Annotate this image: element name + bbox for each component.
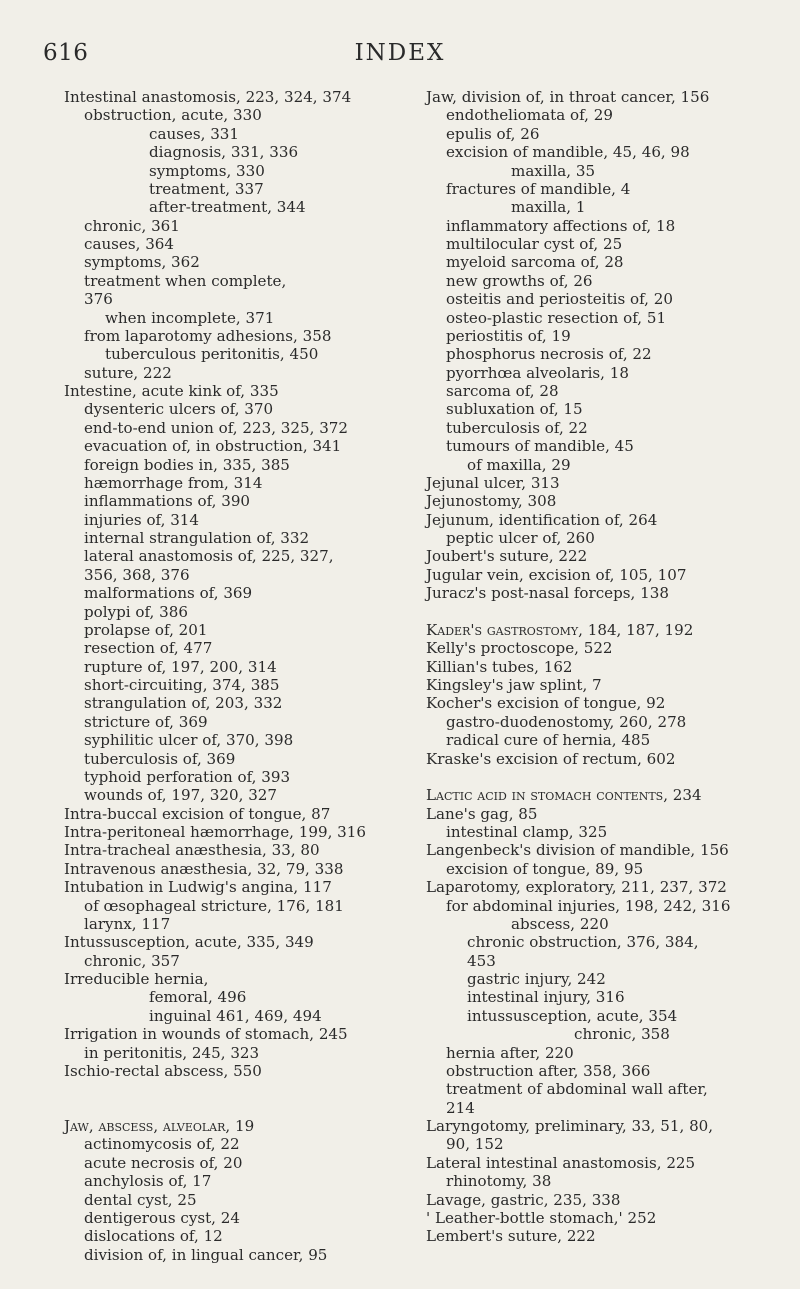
index-subentry: intestinal injury, 316 — [467, 988, 625, 1007]
index-entry: Intestinal anastomosis, 223, 324, 374 — [64, 88, 352, 106]
index-subentry: hernia after, 220 — [446, 1043, 574, 1062]
index-entry: Jaw, division of, in throat cancer, 156 — [426, 88, 710, 106]
page-number: 616 — [43, 40, 89, 66]
index-subentry: peptic ulcer of, 260 — [446, 529, 595, 547]
section-gap — [426, 768, 766, 786]
index-entry: Kelly's proctoscope, 522 — [426, 639, 613, 658]
index-subentry: osteo-plastic resection of, 51 — [446, 308, 667, 327]
index-subentry: end-to-end union of, 223, 325, 372 — [84, 418, 349, 437]
index-entry: Jejunal ulcer, 313 — [426, 473, 560, 492]
index-entry: Intussusception, acute, 335, 349 — [64, 933, 314, 952]
index-subentry: epulis of, 26 — [446, 124, 540, 143]
index-subentry: myeloid sarcoma of, 28 — [446, 253, 624, 272]
index-subentry: after-treatment, 344 — [149, 198, 306, 217]
index-subentry: evacuation of, in obstruction, 341 — [84, 437, 342, 456]
section-gap — [64, 1080, 404, 1098]
index-subentry: malformations of, 369 — [84, 584, 253, 603]
index-subentry: acute necrosis of, 20 — [84, 1153, 243, 1172]
index-entry: Lactic acid in stomach contents, 234 — [426, 786, 702, 805]
index-entry: Kraske's excision of rectum, 602 — [426, 749, 676, 768]
index-subentry: excision of mandible, 45, 46, 98 — [446, 143, 690, 162]
index-entry: Juracz's post-nasal forceps, 138 — [426, 584, 669, 603]
index-entry: Intestine, acute kink of, 335 — [64, 382, 279, 400]
index-subentry: inflammations of, 390 — [84, 492, 251, 511]
index-subentry: prolapse of, 201 — [84, 620, 208, 639]
index-subentry: symptoms, 330 — [149, 161, 265, 180]
index-subentry: phosphorus necrosis of, 22 — [446, 345, 652, 364]
index-subentry: intestinal clamp, 325 — [446, 823, 608, 841]
index-entry: Lembert's suture, 222 — [426, 1227, 596, 1246]
index-subentry: maxilla, 1 — [511, 198, 586, 217]
index-entry: Killian's tubes, 162 — [426, 657, 573, 676]
index-entry: Laparotomy, exploratory, 211, 237, 372 — [426, 878, 727, 897]
index-subentry: abscess, 220 — [511, 914, 609, 933]
index-subentry: rhinotomy, 38 — [446, 1172, 552, 1191]
index-subentry: obstruction, acute, 330 — [84, 106, 262, 125]
index-entry: Jaw, abscess, alveolar, 19 — [64, 1117, 255, 1135]
index-subentry: polypi of, 386 — [84, 602, 188, 621]
index-subentry: resection of, 477 — [84, 639, 213, 658]
index-entry: ' Leather-bottle stomach,' 252 — [426, 1208, 657, 1227]
index-subentry: multilocular cyst of, 25 — [446, 235, 623, 253]
index-entry: Kader's gastrostomy, 184, 187, 192 — [426, 620, 694, 639]
index-subentry: diagnosis, 331, 336 — [149, 143, 299, 162]
index-subentry: maxilla, 35 — [511, 161, 596, 180]
index-subentry: new growths of, 26 — [446, 271, 593, 290]
index-entry: Lavage, gastric, 235, 338 — [426, 1190, 621, 1209]
index-entry: Lane's gag, 85 — [426, 804, 538, 823]
index-entry: Laryngotomy, preliminary, 33, 51, 80, — [426, 1117, 714, 1135]
right-index-column — [426, 88, 766, 1246]
index-entry: Langenbeck's division of mandible, 156 — [426, 841, 729, 860]
index-subentry: chronic, 357 — [84, 951, 180, 970]
index-subentry: sarcoma of, 28 — [446, 382, 559, 400]
index-subentry: hæmorrhage from, 314 — [84, 473, 263, 492]
index-subentry: 453 — [467, 951, 496, 970]
index-subentry: stricture of, 369 — [84, 712, 208, 731]
index-subentry: inflammatory affections of, 18 — [446, 216, 676, 235]
index-subentry: strangulation of, 203, 332 — [84, 694, 283, 713]
index-subentry: dental cyst, 25 — [84, 1190, 197, 1209]
index-entry: Lateral intestinal anastomosis, 225 — [426, 1153, 696, 1172]
section-gap — [426, 603, 766, 621]
index-subentry: chronic obstruction, 376, 384, — [467, 933, 699, 952]
index-subentry: 214 — [446, 1098, 475, 1117]
index-subentry: treatment of abdominal wall after, — [446, 1080, 708, 1099]
index-entry: Kingsley's jaw splint, 7 — [426, 676, 602, 694]
index-subentry: syphilitic ulcer of, 370, 398 — [84, 731, 294, 750]
index-entry: Intra-peritoneal hæmorrhage, 199, 316 — [64, 823, 366, 841]
index-subentry: division of, in lingual cancer, 95 — [84, 1245, 328, 1264]
index-subentry: injuries of, 314 — [84, 510, 200, 529]
index-subentry: wounds of, 197, 320, 327 — [84, 786, 278, 805]
index-subentry: short-circuiting, 374, 385 — [84, 676, 280, 694]
index-subentry: dysenteric ulcers of, 370 — [84, 400, 274, 419]
index-subentry: chronic, 358 — [574, 1025, 670, 1044]
index-subentry: obstruction after, 358, 366 — [446, 1061, 651, 1080]
index-subentry: larynx, 117 — [84, 914, 171, 933]
index-subentry: radical cure of hernia, 485 — [446, 731, 651, 750]
index-subentry: of maxilla, 29 — [467, 455, 571, 474]
index-subentry: chronic, 361 — [84, 216, 180, 235]
index-entry: Irrigation in wounds of stomach, 245 — [64, 1025, 348, 1044]
left-index-column — [64, 88, 404, 1264]
index-subentry: subluxation of, 15 — [446, 400, 583, 419]
index-subentry: tuberculous peritonitis, 450 — [105, 345, 319, 364]
index-subentry: for abdominal injuries, 198, 242, 316 — [446, 896, 731, 915]
index-subentry: lateral anastomosis of, 225, 327, — [84, 547, 334, 566]
index-subentry: typhoid perforation of, 393 — [84, 767, 291, 786]
index-subentry: excision of tongue, 89, 95 — [446, 859, 644, 878]
index-subentry: dentigerous cyst, 24 — [84, 1208, 240, 1227]
index-subentry: symptoms, 362 — [84, 253, 200, 272]
running-title: INDEX — [354, 40, 446, 66]
index-subentry: in peritonitis, 245, 323 — [84, 1043, 260, 1062]
index-subentry: foreign bodies in, 335, 385 — [84, 455, 290, 474]
index-subentry: intussusception, acute, 354 — [467, 1006, 678, 1025]
index-subentry: pyorrhœa alveolaris, 18 — [446, 363, 629, 382]
index-subentry: from laparotomy adhesions, 358 — [84, 326, 332, 345]
index-entry: Jejunostomy, 308 — [426, 492, 557, 511]
index-subentry: endotheliomata of, 29 — [446, 106, 613, 125]
index-subentry: periostitis of, 19 — [446, 326, 571, 345]
index-entry: Intravenous anæsthesia, 32, 79, 338 — [64, 859, 344, 878]
index-subentry: fractures of mandible, 4 — [446, 179, 631, 198]
index-subentry: 356, 368, 376 — [84, 565, 190, 584]
index-subentry: when incomplete, 371 — [105, 308, 275, 327]
index-subentry: tumours of mandible, 45 — [446, 437, 634, 456]
index-subentry: tuberculosis of, 22 — [446, 418, 588, 437]
index-subentry: of œsophageal stricture, 176, 181 — [84, 896, 344, 915]
index-subentry: dislocations of, 12 — [84, 1227, 223, 1246]
index-subentry: treatment when complete, — [84, 271, 287, 290]
index-subentry: actinomycosis of, 22 — [84, 1135, 240, 1154]
index-entry: Intra-tracheal anæsthesia, 33, 80 — [64, 841, 320, 860]
index-subentry: 376 — [84, 290, 113, 309]
index-subentry: anchylosis of, 17 — [84, 1172, 212, 1191]
index-subentry: internal strangulation of, 332 — [84, 529, 310, 547]
index-subentry: rupture of, 197, 200, 314 — [84, 657, 277, 676]
index-entry: Intubation in Ludwig's angina, 117 — [64, 878, 332, 897]
index-entry: Kocher's excision of tongue, 92 — [426, 694, 666, 713]
index-subentry: inguinal 461, 469, 494 — [149, 1006, 322, 1025]
index-subentry: causes, 364 — [84, 235, 175, 253]
index-subentry: suture, 222 — [84, 363, 172, 382]
index-subentry: gastro-duodenostomy, 260, 278 — [446, 712, 687, 731]
index-subentry: femoral, 496 — [149, 988, 247, 1007]
index-entry: Irreducible hernia, — [64, 970, 209, 988]
section-gap — [64, 1099, 404, 1117]
index-entry: Ischio-rectal abscess, 550 — [64, 1061, 262, 1080]
index-subentry: gastric injury, 242 — [467, 970, 606, 988]
index-subentry: osteitis and periosteitis of, 20 — [446, 290, 673, 309]
index-entry: Joubert's suture, 222 — [426, 547, 588, 566]
index-subentry: tuberculosis of, 369 — [84, 749, 236, 768]
index-subentry: treatment, 337 — [149, 179, 264, 198]
index-subentry: 90, 152 — [446, 1135, 504, 1154]
index-subentry: causes, 331 — [149, 124, 240, 143]
index-entry: Jugular vein, excision of, 105, 107 — [426, 565, 687, 584]
page-header — [0, 30, 800, 70]
index-entry: Jejunum, identification of, 264 — [426, 510, 658, 529]
index-entry: Intra-buccal excision of tongue, 87 — [64, 804, 331, 823]
